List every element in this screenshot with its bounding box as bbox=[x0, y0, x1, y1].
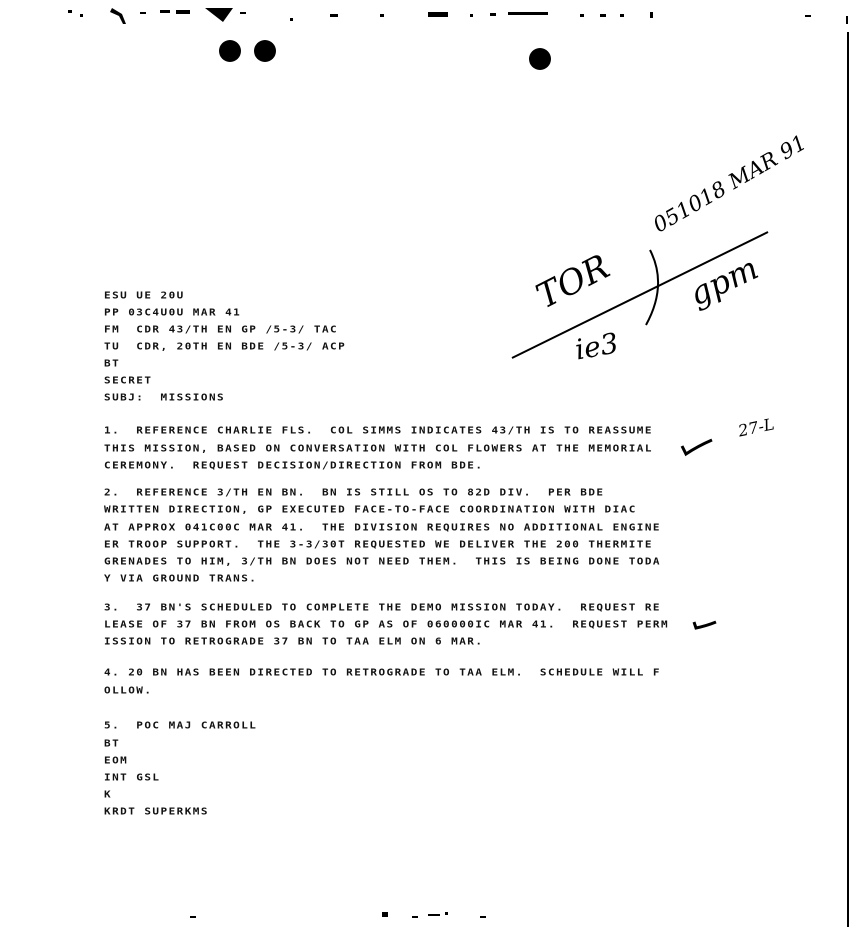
text-line: K bbox=[104, 789, 113, 801]
text-line: THIS MISSION, BASED ON CONVERSATION WITH COL FLOWERS AT THE MEMORIAL bbox=[104, 443, 653, 455]
text-line: AT APPROX 041C00C MAR 41. THE DIVISION REQUIRES NO ADDITIONAL ENGINE bbox=[104, 522, 662, 534]
header-line: BT bbox=[104, 358, 121, 370]
date-time-group: 051018 MAR 91 bbox=[649, 130, 811, 238]
handwritten-number: ie3 bbox=[572, 326, 621, 367]
text-line: LEASE OF 37 BN FROM OS BACK TO GP AS OF 060000IC MAR 41. REQUEST PERM bbox=[104, 619, 670, 631]
check-mark-icon bbox=[690, 616, 720, 632]
punch-hole bbox=[254, 40, 276, 62]
text-line: Y VIA GROUND TRANS. bbox=[104, 573, 258, 585]
text-line: CEREMONY. REQUEST DECISION/DIRECTION FROM BDE. bbox=[104, 460, 484, 472]
header-line: SUBJ: MISSIONS bbox=[104, 392, 226, 404]
text-line: 2. REFERENCE 3/TH EN BN. BN IS STILL OS TO 82D DIV. PER BDE bbox=[104, 487, 605, 499]
header-line: ESU UE 20U bbox=[104, 290, 185, 302]
header-line: FM CDR 43/TH EN GP /5-3/ TAC bbox=[104, 324, 339, 336]
text-line: ER TROOP SUPPORT. THE 3-3/30T REQUESTED WE DELIVER THE 200 THERMITE bbox=[104, 539, 653, 551]
text-line: KRDT SUPERKMS bbox=[104, 806, 209, 818]
punch-hole bbox=[529, 48, 551, 70]
text-line: 3. 37 BN'S SCHEDULED TO COMPLETE THE DEMO MISSION TODAY. REQUEST RE bbox=[104, 602, 662, 614]
header-line: SECRET bbox=[104, 375, 153, 387]
text-line: BT bbox=[104, 738, 121, 750]
text-line: 5. POC MAJ CARROLL bbox=[104, 720, 258, 732]
text-line: ISSION TO RETROGRADE 37 BN TO TAA ELM ON 6 MAR. bbox=[104, 636, 484, 648]
text-line: 1. REFERENCE CHARLIE FLS. COL SIMMS INDICATES 43/TH IS TO REASSUME bbox=[104, 425, 653, 437]
margin-note: 27-L bbox=[736, 414, 776, 441]
initials: gpm bbox=[683, 248, 765, 314]
stamp-label: TOR bbox=[530, 246, 617, 318]
text-line: WRITTEN DIRECTION, GP EXECUTED FACE-TO-FACE COORDINATION WITH DIAC bbox=[104, 504, 637, 516]
text-line: INT GSL bbox=[104, 772, 161, 784]
text-line: EOM bbox=[104, 755, 129, 767]
text-line: 4. 20 BN HAS BEEN DIRECTED TO RETROGRADE TO TAA ELM. SCHEDULE WILL F bbox=[104, 667, 662, 679]
text-line: OLLOW. bbox=[104, 685, 153, 697]
check-mark-icon bbox=[676, 436, 716, 460]
header-line: TU CDR, 20TH EN BDE /5-3/ ACP bbox=[104, 341, 347, 353]
header-line: PP 03C4U0U MAR 41 bbox=[104, 307, 242, 319]
punch-hole bbox=[219, 40, 241, 62]
text-line: GRENADES TO HIM, 3/TH BN DOES NOT NEED THEM. THIS IS BEING DONE TODA bbox=[104, 556, 662, 568]
